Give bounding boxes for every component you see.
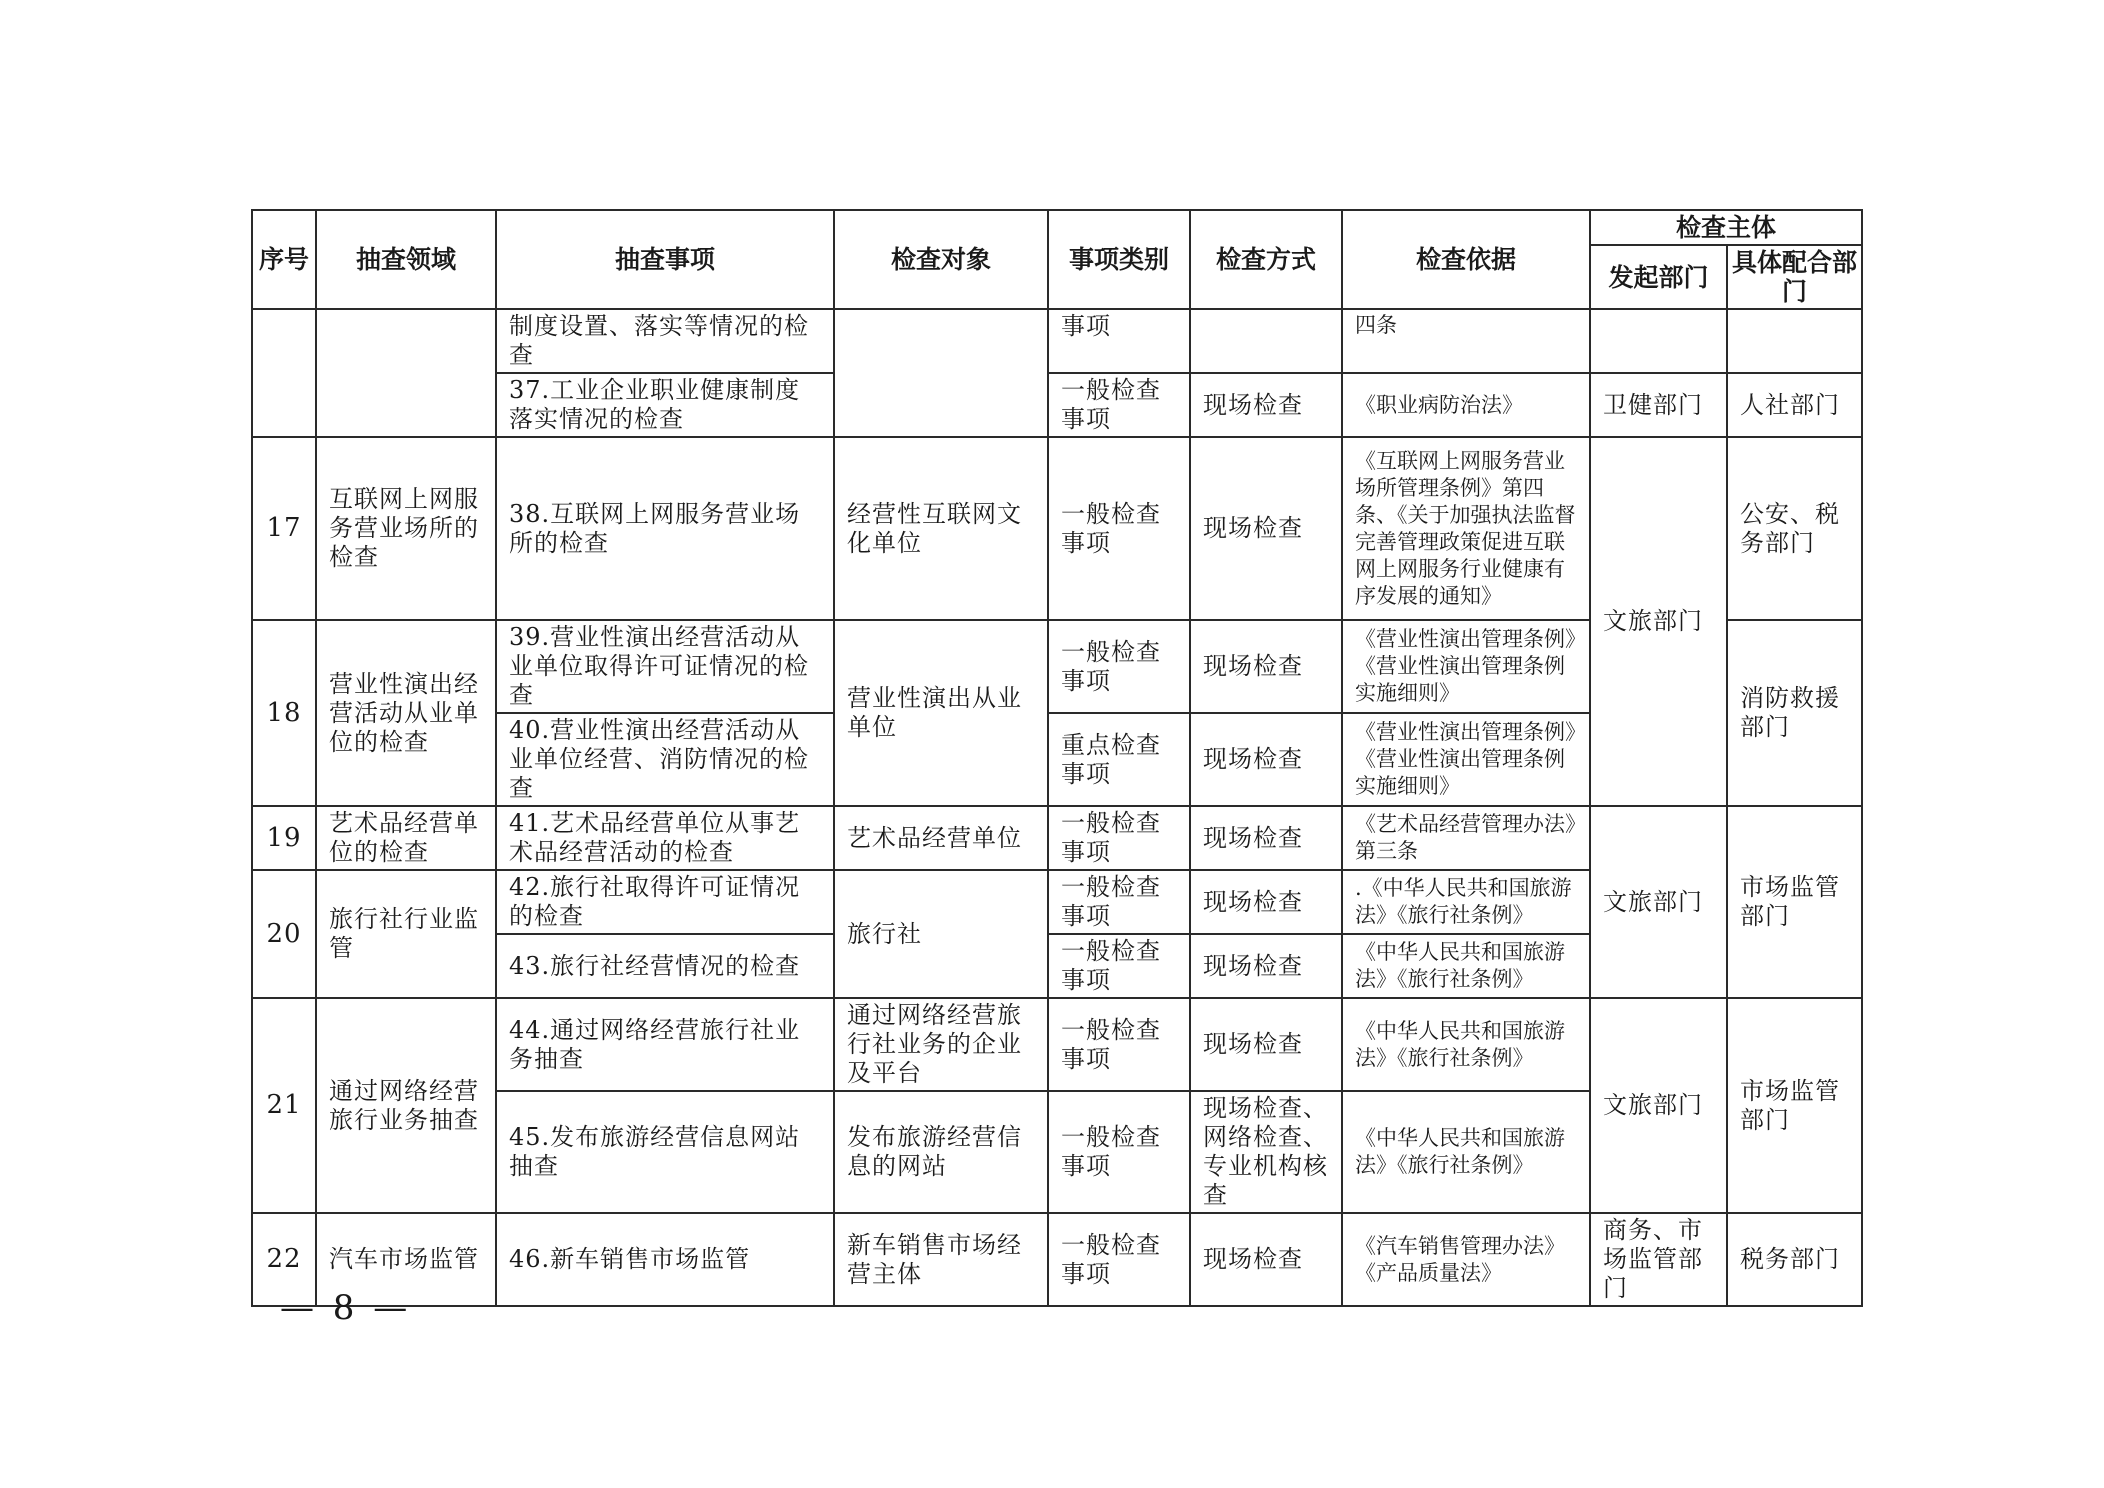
item-cell: 39.营业性演出经营活动从业单位取得许可证情况的检查 bbox=[496, 620, 834, 713]
basis-cell: 《互联网上网服务营业场所管理条例》第四条、《关于加强执法监督完善管理政策促进互联网上网服务行业健康有序发展的通知》 bbox=[1342, 437, 1590, 620]
coop-cell: 市场监管部门 bbox=[1727, 806, 1862, 998]
seq-cell: 18 bbox=[252, 620, 316, 806]
item-cell: 40.营业性演出经营活动从业单位经营、消防情况的检查 bbox=[496, 713, 834, 806]
category-cell: 一般检查事项 bbox=[1048, 1091, 1190, 1213]
method-cell: 现场检查 bbox=[1190, 998, 1342, 1091]
header-object: 检查对象 bbox=[834, 210, 1048, 309]
seq-cell: 17 bbox=[252, 437, 316, 620]
method-cell bbox=[1190, 309, 1342, 373]
category-cell: 一般检查事项 bbox=[1048, 437, 1190, 620]
basis-cell: 四条 bbox=[1342, 309, 1590, 373]
table-row bbox=[252, 309, 1862, 373]
category-cell: 一般检查事项 bbox=[1048, 870, 1190, 934]
category-cell: 重点检查事项 bbox=[1048, 713, 1190, 806]
header-basis: 检查依据 bbox=[1342, 210, 1590, 309]
item-cell: 制度设置、落实等情况的检查 bbox=[496, 309, 834, 373]
category-cell: 事项 bbox=[1048, 309, 1190, 373]
seq-cell: 21 bbox=[252, 998, 316, 1213]
category-cell: 一般检查事项 bbox=[1048, 998, 1190, 1091]
seq-cell: 19 bbox=[252, 806, 316, 870]
inspection-table bbox=[251, 209, 1863, 1307]
area-cell: 汽车市场监管 bbox=[316, 1213, 496, 1306]
basis-cell: 《中华人民共和国旅游法》《旅行社条例》 bbox=[1342, 934, 1590, 998]
coop-cell: 公安、税务部门 bbox=[1727, 437, 1862, 620]
item-cell: 37.工业企业职业健康制度落实情况的检查 bbox=[496, 373, 834, 437]
initiator-cell: 文旅部门 bbox=[1590, 437, 1727, 806]
initiator-cell: 文旅部门 bbox=[1590, 806, 1727, 998]
item-cell: 42.旅行社取得许可证情况的检查 bbox=[496, 870, 834, 934]
method-cell: 现场检查 bbox=[1190, 620, 1342, 713]
coop-cell: 人社部门 bbox=[1727, 373, 1862, 437]
object-cell: 营业性演出从业单位 bbox=[834, 620, 1048, 806]
coop-cell: 市场监管部门 bbox=[1727, 998, 1862, 1213]
header-seq: 序号 bbox=[252, 210, 316, 309]
coop-cell bbox=[1727, 309, 1862, 373]
coop-cell: 消防救援部门 bbox=[1727, 620, 1862, 806]
object-cell: 发布旅游经营信息的网站 bbox=[834, 1091, 1048, 1213]
page-number: — 8 — bbox=[280, 1288, 412, 1328]
basis-cell: 《营业性演出管理条例》《营业性演出管理条例实施细则》 bbox=[1342, 620, 1590, 713]
method-cell: 现场检查 bbox=[1190, 437, 1342, 620]
basis-cell: .《中华人民共和国旅游法》《旅行社条例》 bbox=[1342, 870, 1590, 934]
header-item: 抽查事项 bbox=[496, 210, 834, 309]
item-cell: 38.互联网上网服务营业场所的检查 bbox=[496, 437, 834, 620]
item-cell: 45.发布旅游经营信息网站抽查 bbox=[496, 1091, 834, 1213]
item-cell: 44.通过网络经营旅行社业务抽查 bbox=[496, 998, 834, 1091]
area-cell: 营业性演出经营活动从业单位的检查 bbox=[316, 620, 496, 806]
table-row bbox=[252, 1213, 1862, 1306]
header-category: 事项类别 bbox=[1048, 210, 1190, 309]
header-coop: 具体配合部门 bbox=[1727, 245, 1862, 309]
initiator-cell bbox=[1590, 309, 1727, 373]
table-row bbox=[252, 998, 1862, 1091]
header-subject: 检查主体 bbox=[1590, 210, 1862, 245]
seq-cell: 22 bbox=[252, 1213, 316, 1306]
basis-cell: 《汽车销售管理办法》《产品质量法》 bbox=[1342, 1213, 1590, 1306]
basis-cell: 《职业病防治法》 bbox=[1342, 373, 1590, 437]
object-cell: 艺术品经营单位 bbox=[834, 806, 1048, 870]
initiator-cell: 商务、市场监管部门 bbox=[1590, 1213, 1727, 1306]
area-cell: 互联网上网服务营业场所的检查 bbox=[316, 437, 496, 620]
category-cell: 一般检查事项 bbox=[1048, 806, 1190, 870]
object-cell: 新车销售市场经营主体 bbox=[834, 1213, 1048, 1306]
seq-cell bbox=[252, 309, 316, 437]
area-cell: 旅行社行业监管 bbox=[316, 870, 496, 998]
basis-cell: 《艺术品经营管理办法》第三条 bbox=[1342, 806, 1590, 870]
object-cell: 通过网络经营旅行社业务的企业及平台 bbox=[834, 998, 1048, 1091]
category-cell: 一般检查事项 bbox=[1048, 1213, 1190, 1306]
header-initiator: 发起部门 bbox=[1590, 245, 1727, 309]
table-row bbox=[252, 437, 1862, 620]
coop-cell: 税务部门 bbox=[1727, 1213, 1862, 1306]
item-cell: 43.旅行社经营情况的检查 bbox=[496, 934, 834, 998]
header-row bbox=[252, 210, 1862, 245]
object-cell: 旅行社 bbox=[834, 870, 1048, 998]
category-cell: 一般检查事项 bbox=[1048, 934, 1190, 998]
area-cell: 通过网络经营旅行业务抽查 bbox=[316, 998, 496, 1213]
method-cell: 现场检查、网络检查、专业机构核查 bbox=[1190, 1091, 1342, 1213]
basis-cell: 《中华人民共和国旅游法》《旅行社条例》 bbox=[1342, 998, 1590, 1091]
basis-cell: 《中华人民共和国旅游法》《旅行社条例》 bbox=[1342, 1091, 1590, 1213]
seq-cell: 20 bbox=[252, 870, 316, 998]
table-row bbox=[252, 806, 1862, 870]
method-cell: 现场检查 bbox=[1190, 1213, 1342, 1306]
header-area: 抽查领域 bbox=[316, 210, 496, 309]
header-method: 检查方式 bbox=[1190, 210, 1342, 309]
initiator-cell: 卫健部门 bbox=[1590, 373, 1727, 437]
initiator-cell: 文旅部门 bbox=[1590, 998, 1727, 1213]
area-cell: 艺术品经营单位的检查 bbox=[316, 806, 496, 870]
object-cell: 经营性互联网文化单位 bbox=[834, 437, 1048, 620]
category-cell: 一般检查事项 bbox=[1048, 620, 1190, 713]
object-cell bbox=[834, 309, 1048, 437]
item-cell: 46.新车销售市场监管 bbox=[496, 1213, 834, 1306]
item-cell: 41.艺术品经营单位从事艺术品经营活动的检查 bbox=[496, 806, 834, 870]
method-cell: 现场检查 bbox=[1190, 373, 1342, 437]
method-cell: 现场检查 bbox=[1190, 713, 1342, 806]
basis-cell: 《营业性演出管理条例》《营业性演出管理条例实施细则》 bbox=[1342, 713, 1590, 806]
category-cell: 一般检查事项 bbox=[1048, 373, 1190, 437]
method-cell: 现场检查 bbox=[1190, 870, 1342, 934]
method-cell: 现场检查 bbox=[1190, 934, 1342, 998]
area-cell bbox=[316, 309, 496, 437]
method-cell: 现场检查 bbox=[1190, 806, 1342, 870]
